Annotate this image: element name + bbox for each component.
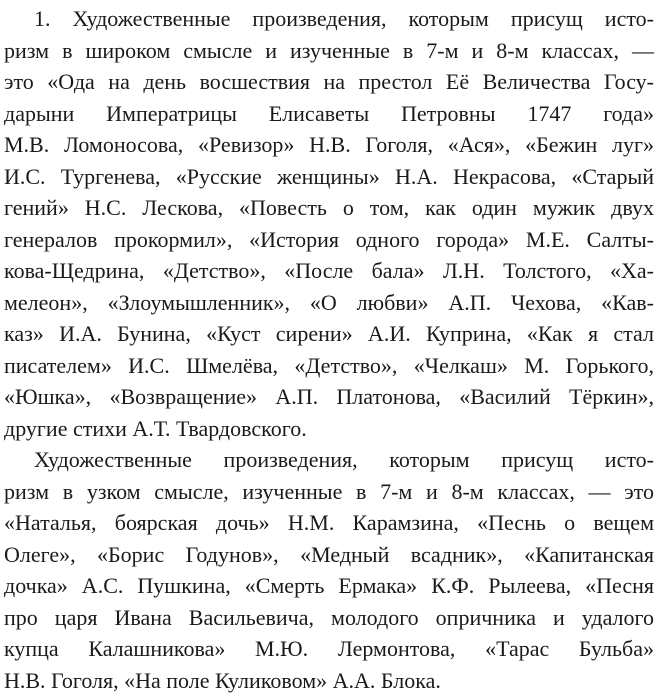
text-line: «Юшка», «Возвращение» А.П. Платонова, «Василий Тёркин»,: [4, 381, 654, 413]
text-line: другие стихи А.Т. Твардовского.: [4, 413, 654, 445]
text-line: дочка» А.С. Пушкина, «Смерть Ермака» К.Ф. Рылеева, «Песня: [4, 570, 654, 602]
text-line: Художественные произведения, которым присущ исто-: [4, 444, 654, 476]
text-line: ризм в узком смысле, изученные в 7-м и 8-м классах, — это: [4, 476, 654, 508]
text-line: генералов прокормил», «История одного города» М.Е. Салты-: [4, 224, 654, 256]
text-line: Олеге», «Борис Годунов», «Медный всадник», «Капитанская: [4, 539, 654, 571]
text-line: дарыни Императрицы Елисаветы Петровны 1747 года»: [4, 98, 654, 130]
document-page: [4, 3, 654, 696]
text-line: М.В. Ломоносова, «Ревизор» Н.В. Гоголя, «Ася», «Бежин луг»: [4, 129, 654, 161]
text-line: «Наталья, боярская дочь» Н.М. Карамзина, «Песнь о вещем: [4, 507, 654, 539]
text-line: это «Ода на день восшествия на престол Её Величества Госу-: [4, 66, 654, 98]
text-line: И.С. Тургенева, «Русские женщины» Н.А. Некрасова, «Старый: [4, 161, 654, 193]
text-line: мелеон», «Злоумышленник», «О любви» А.П. Чехова, «Кав-: [4, 287, 654, 319]
paragraph-broad-historicism: [4, 3, 654, 444]
text-line: про царя Ивана Васильевича, молодого опричника и удалого: [4, 602, 654, 634]
text-line: кова-Щедрина, «Детство», «После бала» Л.Н. Толстого, «Ха-: [4, 255, 654, 287]
paragraph-narrow-historicism: [4, 444, 654, 696]
text-line: купца Калашникова» М.Ю. Лермонтова, «Тарас Бульба»: [4, 633, 654, 665]
text-line: каз» И.А. Бунина, «Куст сирени» А.И. Куприна, «Как я стал: [4, 318, 654, 350]
text-line: Н.В. Гоголя, «На поле Куликовом» А.А. Блока.: [4, 665, 654, 696]
text-line: ризм в широком смысле и изученные в 7-м и 8-м классах, —: [4, 35, 654, 67]
text-line: писателем» И.С. Шмелёва, «Детство», «Челкаш» М. Горького,: [4, 350, 654, 382]
text-line: 1. Художественные произведения, которым присущ исто-: [4, 3, 654, 35]
text-line: гений» Н.С. Лескова, «Повесть о том, как один мужик двух: [4, 192, 654, 224]
